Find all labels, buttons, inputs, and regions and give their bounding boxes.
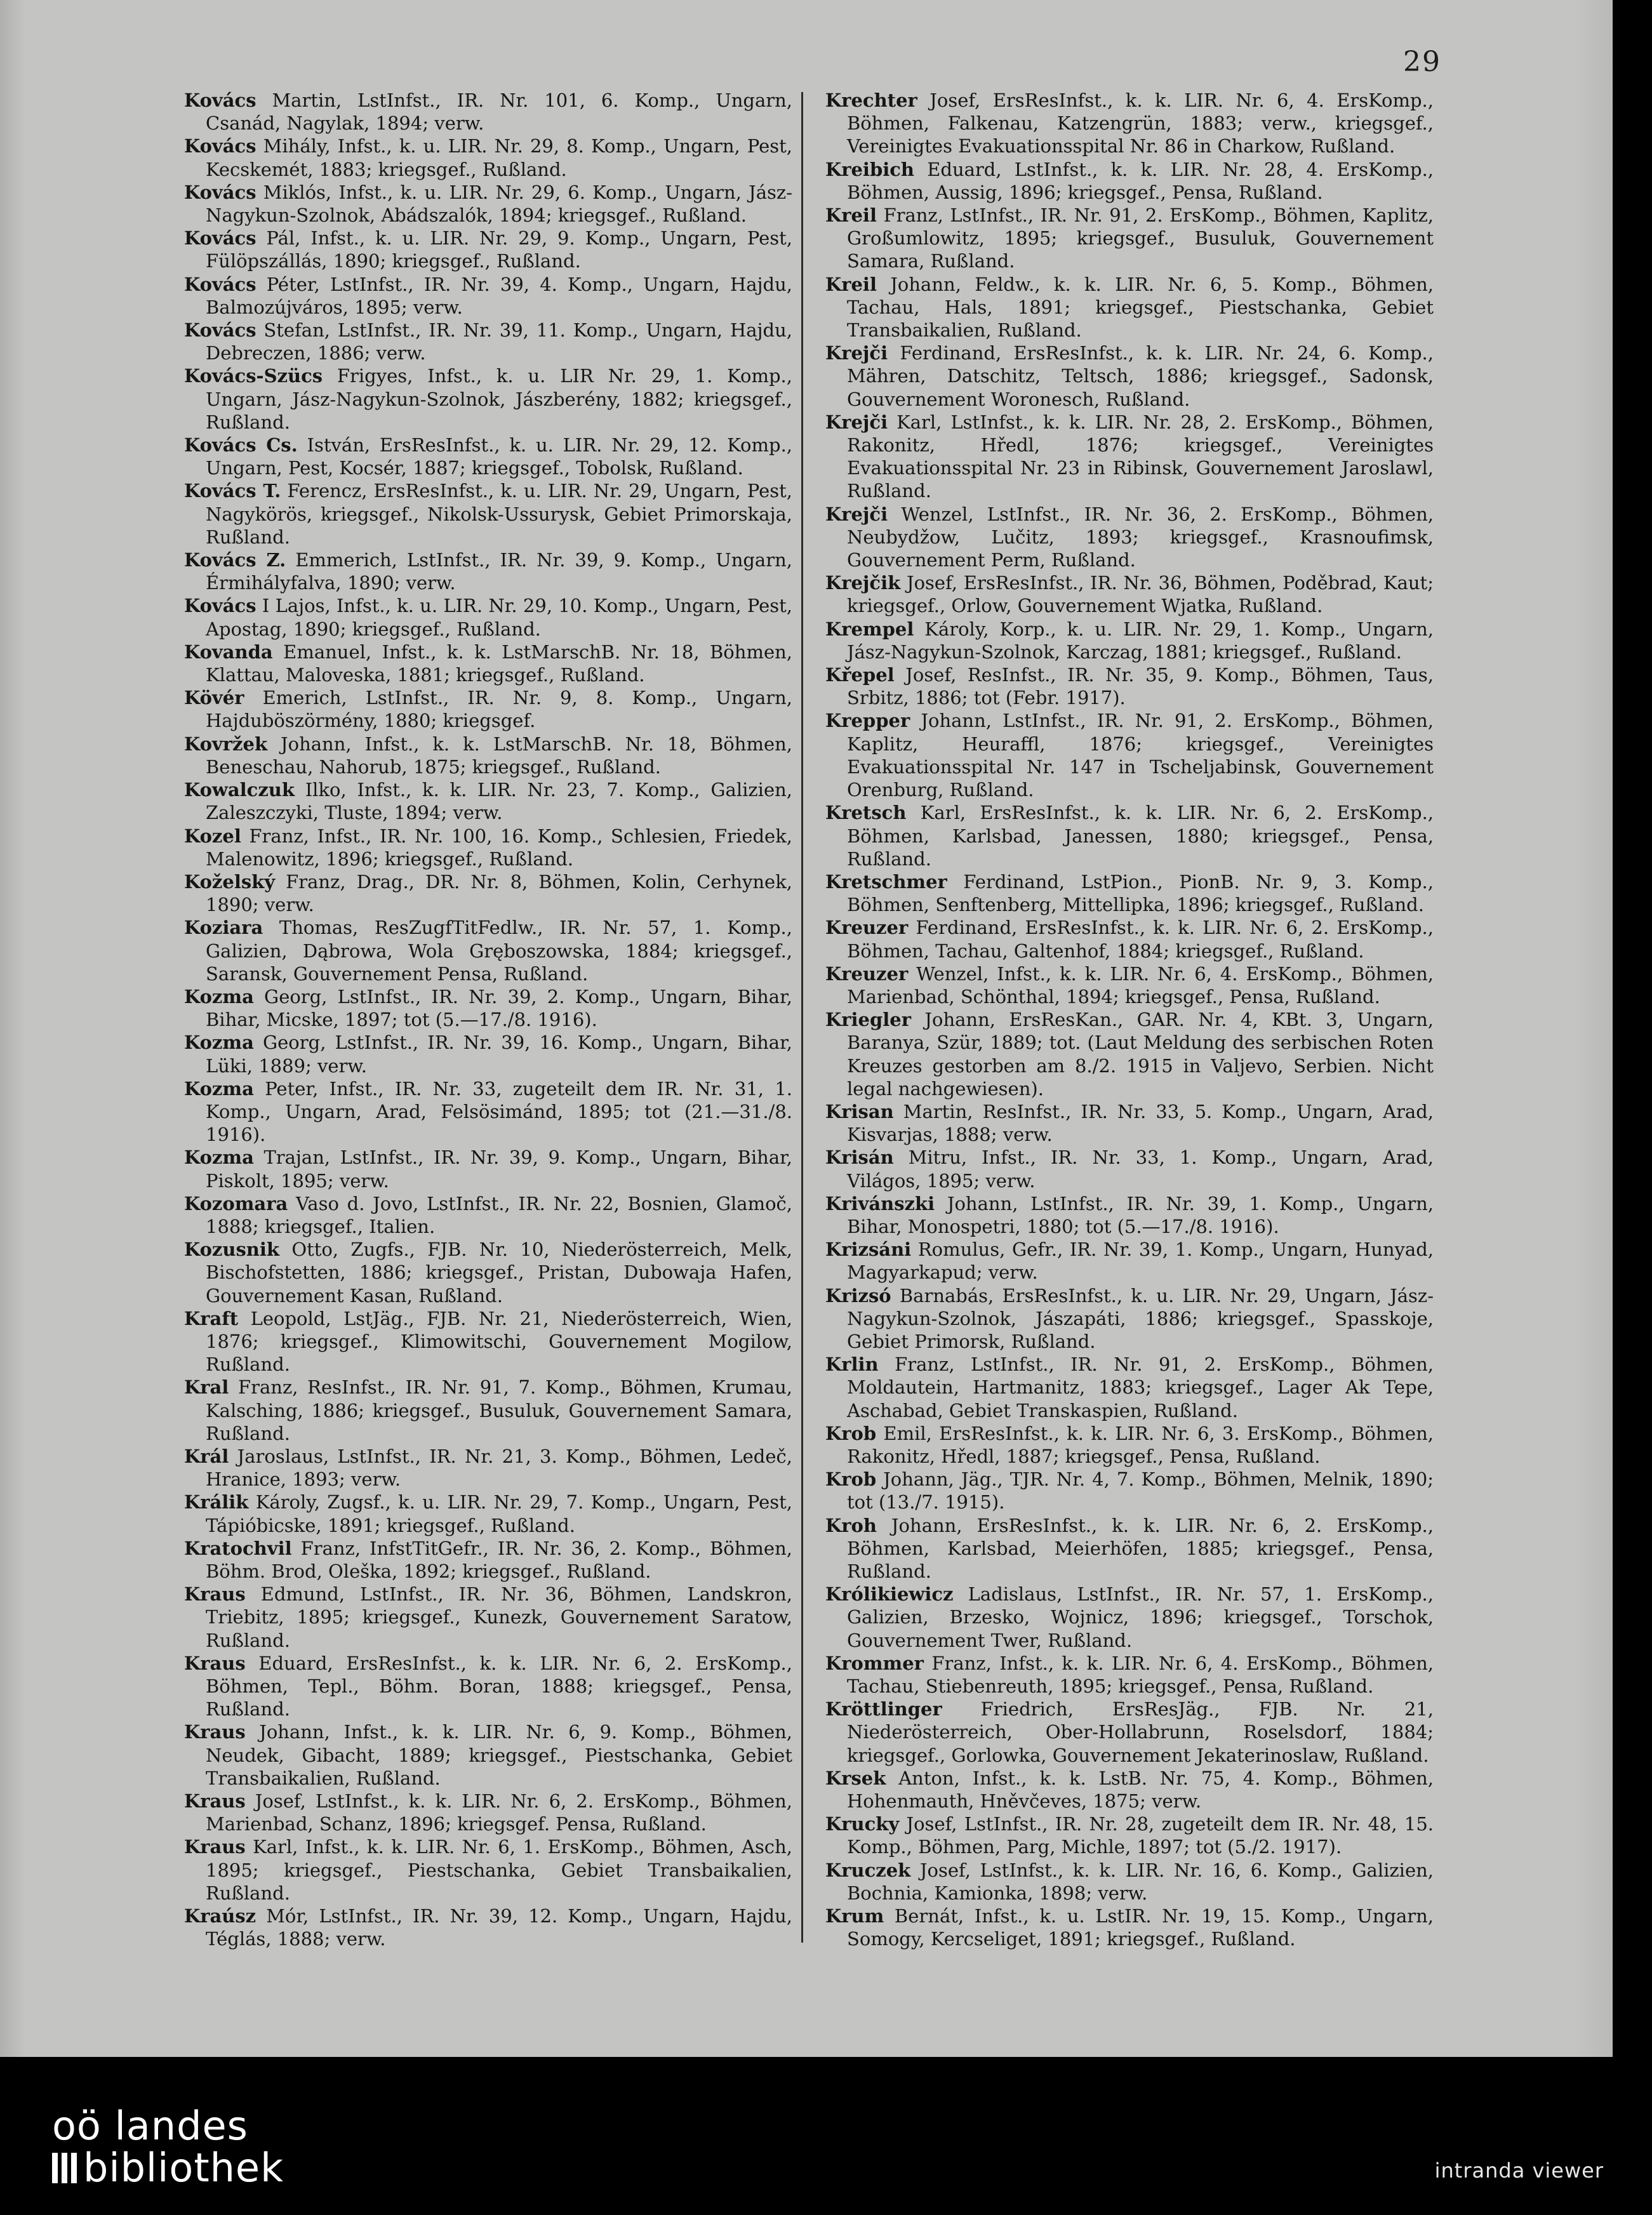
viewer-label[interactable]: intranda viewer (1434, 2158, 1604, 2183)
entry-details: Romulus, Gefr., IR. Nr. 39, 1. Komp., Ungarn, Hunyad, Magyarkapud; verw. (847, 1239, 1434, 1284)
entry-surname: Krisán (825, 1147, 894, 1169)
entry-details: Johann, Infst., k. k. LIR. Nr. 6, 9. Komp., Böhmen, Neudek, Gibacht, 1889; kriegsgef., Piestschanka, Gebiet Transbaikalien, Rußland. (206, 1721, 792, 1789)
entry-details: Johann, LstInfst., IR. Nr. 39, 1. Komp., Ungarn, Bihar, Monospetri, 1880; tot (5.—17./8. 1916). (847, 1192, 1434, 1237)
register-entry (184, 1905, 792, 1950)
entry-surname: Kraft (184, 1307, 239, 1329)
entry-details: Franz, Infst., IR. Nr. 100, 16. Komp., Schlesien, Friedek, Malenowitz, 1896; kriegsgef., Rußland. (206, 825, 792, 870)
right-column (825, 89, 1434, 1950)
entry-surname: Kovržek (184, 733, 268, 755)
entry-details: Ferdinand, ErsResInfst., k. k. LIR. Nr. 24, 6. Komp., Mähren, Datschitz, Teltsch, 1886; kriegsgef., Sadonsk, Gouvernement Woronesch, Rußland. (847, 342, 1434, 410)
entry-surname: Kreibich (825, 158, 914, 180)
entry-surname: Kozma (184, 985, 254, 1008)
register-entry (184, 1790, 792, 1835)
entry-details: Edmund, LstInfst., IR. Nr. 36, Böhmen, Landskron, Triebitz, 1895; kriegsgef., Kunezk, Gouvernement Saratow, Rußland. (206, 1583, 792, 1651)
entry-surname: Krucky (825, 1813, 900, 1835)
register-entry (184, 89, 792, 135)
entry-details: Barnabás, ErsResInfst., k. u. LIR. Nr. 29, Ungarn, Jász-Nagykun-Szolnok, Jászapáti, 1886; kriegsgef., Spasskoje, Gebiet Primorsk, Rußland. (847, 1284, 1434, 1352)
entry-surname: Kruczek (825, 1859, 911, 1881)
entry-surname: Krob (825, 1422, 877, 1444)
register-entry (825, 870, 1434, 916)
entry-details: Károly, Zugsf., k. u. LIR. Nr. 29, 7. Komp., Ungarn, Pest, Tápióbicske, 1891; kriegsgef., Rußland. (206, 1491, 792, 1536)
entry-surname: Kovács Cs. (184, 434, 298, 456)
entry-surname: Kovács (184, 595, 256, 617)
register-entry (184, 594, 792, 640)
entry-details: Ladislaus, LstInfst., IR. Nr. 57, 1. ErsKomp., Galizien, Brzesko, Wojnicz, 1896; kriegsgef., Torschok, Gouvernement Twer, Rußland. (847, 1583, 1434, 1651)
entry-surname: Kroh (825, 1514, 877, 1536)
entry-surname: Kozomara (184, 1192, 288, 1214)
register-entry (825, 618, 1434, 663)
entry-surname: Kretsch (825, 802, 907, 824)
entry-details: Vaso d. Jovo, LstInfst., IR. Nr. 22, Bosnien, Glamoč, 1888; kriegsgef., Italien. (206, 1192, 792, 1237)
register-entry (184, 273, 792, 319)
entry-details: Franz, Infst., k. k. LIR. Nr. 6, 4. ErsKomp., Böhmen, Tachau, Stiebenreuth, 1895; kriegsgef., Pensa, Rußland. (847, 1652, 1434, 1698)
entry-surname: Krejči (825, 342, 888, 364)
entry-surname: Kovács-Szücs (184, 365, 323, 387)
entry-surname: Kraus (184, 1790, 246, 1813)
entry-surname: Kovács (184, 90, 256, 111)
register-entry (184, 1376, 792, 1445)
page-number: 29 (1403, 46, 1441, 78)
column-divider (801, 92, 803, 1943)
entry-details: I Lajos, Infst., k. u. LIR. Nr. 29, 10. Komp., Ungarn, Pest, Apostag, 1890; kriegsgef., Rußland. (206, 595, 792, 640)
entry-details: Josef, LstInfst., k. k. LIR. Nr. 16, 6. Komp., Galizien, Bochnia, Kamionka, 1898; verw. (847, 1859, 1434, 1904)
register-entry (825, 1813, 1434, 1858)
entry-details: Martin, LstInfst., IR. Nr. 101, 6. Komp., Ungarn, Csanád, Nagylak, 1894; verw. (206, 90, 792, 135)
entry-details: Károly, Korp., k. u. LIR. Nr. 29, 1. Komp., Ungarn, Jász-Nagykun-Szolnok, Karczag, 1881; kriegsgef., Rußland. (847, 618, 1434, 663)
register-entry (825, 801, 1434, 870)
entry-surname: Kretschmer (825, 870, 947, 893)
register-entry (825, 1859, 1434, 1905)
register-entry (184, 1537, 792, 1583)
entry-details: Mitru, Infst., IR. Nr. 33, 1. Komp., Ungarn, Arad, Világos, 1895; verw. (847, 1147, 1434, 1192)
entry-details: Emerich, LstInfst., IR. Nr. 9, 8. Komp., Ungarn, Hajduböszörmény, 1880; kriegsgef. (206, 687, 792, 732)
entry-surname: Kovanda (184, 641, 273, 663)
logo-text-line1: oö landes (52, 2103, 248, 2149)
entry-details: Friedrich, ErsResJäg., FJB. Nr. 21, Niederösterreich, Ober-Hollabrunn, Roselsdorf, 1884; kriegsgef., Gorlowka, Gouvernement Jekaterinoslaw, Rußland. (847, 1698, 1434, 1766)
entry-surname: Krsek (825, 1767, 886, 1789)
entry-details: Eduard, ErsResInfst., k. k. LIR. Nr. 6, 2. ErsKomp., Böhmen, Tepl., Böhm. Boran, 1888; kriegsgef., Pensa, Rußland. (206, 1652, 792, 1720)
register-entry (184, 916, 792, 985)
entry-details: Peter, Infst., IR. Nr. 33, zugeteilt dem IR. Nr. 31, 1. Komp., Ungarn, Arad, Felsösimánd, 1895; tot (21.—31./8. 1916). (206, 1077, 792, 1146)
entry-surname: Křepel (825, 664, 895, 686)
entry-details: Georg, LstInfst., IR. Nr. 39, 2. Komp., Ungarn, Bihar, Bihar, Micske, 1897; tot (5.—17./8. 1916). (206, 985, 792, 1031)
entry-surname: Kreil (825, 204, 877, 227)
register-entry (825, 1422, 1434, 1468)
entry-surname: Kreuzer (825, 962, 909, 985)
register-entry (825, 571, 1434, 617)
logo-line2 (52, 2147, 284, 2189)
logo-text-line2: bibliothek (83, 2145, 284, 2191)
entry-surname: Kraúsz (184, 1905, 256, 1927)
entry-surname: Kratochvil (184, 1537, 292, 1559)
entry-details: Johann, Feldw., k. k. LIR. Nr. 6, 5. Komp., Böhmen, Tachau, Hals, 1891; kriegsgef., Piestschanka, Gebiet Transbaikalien, Rußland. (847, 273, 1434, 342)
register-entry (825, 1468, 1434, 1513)
entry-details: Franz, Drag., DR. Nr. 8, Böhmen, Kolin, Cerhynek, 1890; verw. (206, 870, 792, 916)
register-entry (184, 1192, 792, 1238)
entry-surname: Krejčik (825, 572, 901, 594)
entry-surname: Kozel (184, 825, 241, 847)
entry-details: Johann, Jäg., TJR. Nr. 4, 7. Komp., Böhmen, Melnik, 1890; tot (13./7. 1915). (847, 1468, 1434, 1513)
entry-surname: Kovács (184, 273, 256, 295)
entry-details: Karl, Infst., k. k. LIR. Nr. 6, 1. ErsKomp., Böhmen, Asch, 1895; kriegsgef., Piestschanka, Gebiet Transbaikalien, Rußland. (206, 1836, 792, 1904)
entry-details: Otto, Zugfs., FJB. Nr. 10, Niederösterreich, Melk, Bischofstetten, 1886; kriegsgef., Pristan, Dubowaja Hafen, Gouvernement Kasan, Rußland. (206, 1239, 792, 1307)
entry-surname: Kröttlinger (825, 1698, 942, 1720)
entry-details: Johann, ErsResKan., GAR. Nr. 4, KBt. 3, Ungarn, Baranya, Szür, 1889; tot. (Laut Meldung des serbischen Roten Kreuzes gestorben am 8./2. 1915 in Valjevo, Serbien. Nicht legal nachgewiesen). (847, 1009, 1434, 1100)
entry-details: Wenzel, Infst., k. k. LIR. Nr. 6, 4. ErsKomp., Böhmen, Marienbad, Schönthal, 1894; kriegsgef., Pensa, Rußland. (847, 962, 1434, 1008)
register-entry (184, 364, 792, 434)
entry-surname: Królikiewicz (825, 1583, 954, 1606)
entry-surname: Kovács (184, 135, 256, 157)
library-logo[interactable] (52, 2105, 284, 2189)
entry-details: Johann, Infst., k. k. LstMarschB. Nr. 18, Böhmen, Beneschau, Nahorub, 1875; kriegsgef., Rußland. (206, 733, 792, 778)
entry-details: Martin, ResInfst., IR. Nr. 33, 5. Komp., Ungarn, Arad, Kisvarjas, 1888; verw. (847, 1100, 1434, 1146)
entry-surname: Kraus (184, 1721, 246, 1743)
register-entry (184, 1652, 792, 1721)
register-entry (184, 733, 792, 778)
register-entry (184, 1307, 792, 1376)
register-entry (825, 204, 1434, 273)
register-entry (184, 479, 792, 549)
entry-surname: Krejči (825, 411, 888, 433)
entry-surname: Krob (825, 1468, 877, 1491)
entry-details: Emil, ErsResInfst., k. k. LIR. Nr. 6, 3. ErsKomp., Böhmen, Rakonitz, Hředl, 1887; kriegsgef., Pensa, Rußland. (847, 1422, 1434, 1467)
entry-details: Franz, LstInfst., IR. Nr. 91, 2. ErsKomp., Böhmen, Kaplitz, Großumlowitz, 1895; kriegsgef., Busuluk, Gouvernement Samara, Rußland. (847, 204, 1434, 272)
register-entry (184, 985, 792, 1031)
register-entry (184, 1583, 792, 1652)
register-entry (184, 181, 792, 227)
entry-surname: Král (184, 1445, 229, 1467)
entry-details: Mihály, Infst., k. u. LIR. Nr. 29, 8. Komp., Ungarn, Pest, Kecskemét, 1883; kriegsgef., Rußland. (206, 135, 792, 180)
entry-details: Leopold, LstJäg., FJB. Nr. 21, Niederösterreich, Wien, 1876; kriegsgef., Klimowitschi, Gouvernement Mogilow, Rußland. (206, 1307, 792, 1376)
register-entry (184, 1031, 792, 1077)
entry-details: Péter, LstInfst., IR. Nr. 39, 4. Komp., Ungarn, Hajdu, Balmozújváros, 1895; verw. (206, 273, 792, 318)
entry-surname: Kreuzer (825, 917, 909, 939)
entry-surname: Králik (184, 1491, 249, 1513)
entry-details: Anton, Infst., k. k. LstB. Nr. 75, 4. Komp., Böhmen, Hohenmauth, Hněvčeves, 1875; verw. (847, 1767, 1434, 1813)
register-entry (184, 1720, 792, 1790)
register-entry (825, 1238, 1434, 1284)
logo-bars-icon (52, 2153, 77, 2183)
entry-details: Franz, ResInfst., IR. Nr. 91, 7. Komp., Böhmen, Krumau, Kalsching, 1886; kriegsgef., Busuluk, Gouvernement Samara, Rußland. (206, 1376, 792, 1444)
register-entry (825, 1008, 1434, 1100)
entry-surname: Krempel (825, 618, 914, 640)
entry-details: Thomas, ResZugfTitFedlw., IR. Nr. 57, 1. Komp., Galizien, Dąbrowa, Wola Gręboszowska, 1884; kriegsgef., Saransk, Gouvernement Pensa, Rußland. (206, 917, 792, 985)
entry-details: Ferencz, ErsResInfst., k. u. LIR. Nr. 29, Ungarn, Pest, Nagykörös, kriegsgef., Nikolsk-Ussurysk, Gebiet Primorskaja, Rußland. (206, 480, 792, 548)
register-entry (184, 319, 792, 364)
entry-surname: Kraus (184, 1652, 246, 1674)
register-entry (825, 1583, 1434, 1652)
register-entry (825, 1192, 1434, 1238)
entry-details: Pál, Infst., k. u. LIR. Nr. 29, 9. Komp., Ungarn, Pest, Fülöpszállás, 1890; kriegsgef., Rußland. (206, 227, 792, 272)
register-entry (825, 1698, 1434, 1767)
entry-surname: Kozma (184, 1032, 254, 1054)
entry-details: Trajan, LstInfst., IR. Nr. 39, 9. Komp., Ungarn, Bihar, Piskolt, 1895; verw. (206, 1147, 792, 1192)
entry-details: Karl, LstInfst., k. k. LIR. Nr. 28, 2. ErsKomp., Böhmen, Rakonitz, Hředl, 1876; kriegsgef., Vereinigtes Evakuationsspital Nr. 23 in Ribinsk, Gouvernement Jaroslawl, Rußland. (847, 411, 1434, 502)
entry-surname: Krommer (825, 1652, 924, 1674)
entry-details: Johann, ErsResInfst., k. k. LIR. Nr. 6, 2. ErsKomp., Böhmen, Karlsbad, Meierhöfen, 1885; kriegsgef., Pensa, Rußland. (847, 1514, 1434, 1582)
entry-surname: Kreil (825, 273, 877, 295)
left-column (184, 89, 792, 1950)
entry-surname: Kovács (184, 227, 256, 249)
entry-details: Ilko, Infst., k. k. LIR. Nr. 23, 7. Komp., Galizien, Zaleszczyki, Tluste, 1894; verw. (206, 779, 792, 824)
entry-details: Franz, InfstTitGefr., IR. Nr. 36, 2. Komp., Böhmen, Böhm. Brod, Oleška, 1892; kriegsgef., Rußland. (206, 1537, 792, 1582)
entry-details: Josef, ErsResInfst., k. k. LIR. Nr. 6, 4. ErsKomp., Böhmen, Falkenau, Katzengrün, 1883; verw., kriegsgef., Vereinigtes Evakuationsspital Nr. 86 in Charkow, Rußland. (847, 90, 1434, 157)
entry-surname: Kowalczuk (184, 779, 295, 801)
register-entry (184, 135, 792, 180)
register-entry (184, 1491, 792, 1536)
register-entry (825, 89, 1434, 158)
entry-surname: Kovács T. (184, 480, 281, 502)
entry-surname: Kral (184, 1376, 229, 1399)
entry-details: Georg, LstInfst., IR. Nr. 39, 16. Komp., Ungarn, Bihar, Lüki, 1889; verw. (206, 1032, 792, 1077)
entry-details: Stefan, LstInfst., IR. Nr. 39, 11. Komp., Ungarn, Hajdu, Debreczen, 1886; verw. (206, 319, 792, 364)
register-entry (184, 1077, 792, 1147)
entry-surname: Kozusnik (184, 1239, 279, 1261)
entry-surname: Krechter (825, 90, 917, 111)
entry-details: Johann, LstInfst., IR. Nr. 91, 2. ErsKomp., Böhmen, Kaplitz, Heuraffl, 1876; kriegsgef., Vereinigtes Evakuationsspital Nr. 147 in Tscheljabinsk, Gouvernement Orenburg, Rußland. (847, 710, 1434, 801)
register-entry (825, 503, 1434, 572)
register-entry (184, 686, 792, 732)
entry-surname: Krlin (825, 1354, 879, 1376)
entry-details: Josef, ErsResInfst., IR. Nr. 36, Böhmen, Poděbrad, Kaut; kriegsgef., Orlow, Gouvernement Wjatka, Rußland. (847, 572, 1434, 617)
register-entry (184, 1238, 792, 1307)
entry-surname: Krum (825, 1905, 884, 1927)
entry-surname: Koziara (184, 917, 263, 939)
register-entry (184, 434, 792, 479)
entry-surname: Kövér (184, 687, 244, 709)
register-entry (825, 411, 1434, 503)
entry-details: Miklós, Infst., k. u. LIR. Nr. 29, 6. Komp., Ungarn, Jász-Nagykun-Szolnok, Abádszalók, 1894; kriegsgef., Rußland. (206, 181, 792, 227)
register-entry (825, 1100, 1434, 1146)
register-entry (825, 158, 1434, 204)
entry-details: Bernát, Infst., k. u. LstIR. Nr. 19, 15. Komp., Ungarn, Somogy, Kercseliget, 1891; kriegsgef., Rußland. (847, 1905, 1434, 1950)
entry-details: Emanuel, Infst., k. k. LstMarschB. Nr. 18, Böhmen, Klattau, Maloveska, 1881; kriegsgef., Rußland. (206, 641, 792, 686)
entry-surname: Krisan (825, 1100, 894, 1122)
entry-details: Josef, ResInfst., IR. Nr. 35, 9. Komp., Böhmen, Taus, Srbitz, 1886; tot (Febr. 1917). (847, 664, 1434, 709)
register-entry (184, 870, 792, 916)
register-entry (825, 1652, 1434, 1698)
entry-surname: Kovács (184, 181, 256, 203)
entry-surname: Kovács Z. (184, 549, 286, 571)
register-entry (184, 1146, 792, 1192)
entry-details: Wenzel, LstInfst., IR. Nr. 36, 2. ErsKomp., Böhmen, Neubydžow, Lučitz, 1893; kriegsgef., Krasnoufimsk, Gouvernement Perm, Rußland. (847, 503, 1434, 571)
register-entry (825, 709, 1434, 801)
entry-details: Karl, ErsResInfst., k. k. LIR. Nr. 6, 2. ErsKomp., Böhmen, Karlsbad, Janessen, 1880; kriegsgef., Pensa, Rußland. (847, 802, 1434, 870)
entry-surname: Kozma (184, 1077, 254, 1100)
register-entry (825, 916, 1434, 962)
register-entry (184, 778, 792, 824)
entry-surname: Krizsó (825, 1284, 891, 1307)
entry-details: Jaroslaus, LstInfst., IR. Nr. 21, 3. Komp., Böhmen, Ledeč, Hranice, 1893; verw. (206, 1445, 792, 1491)
register-entry (825, 1353, 1434, 1422)
entry-details: István, ErsResInfst., k. u. LIR. Nr. 29, 12. Komp., Ungarn, Pest, Kocsér, 1887; kriegsgef., Tobolsk, Rußland. (206, 434, 793, 479)
entry-surname: Krizsáni (825, 1239, 912, 1261)
entry-surname: Kriegler (825, 1009, 911, 1031)
entry-details: Emmerich, LstInfst., IR. Nr. 39, 9. Komp., Ungarn, Érmihályfalva, 1890; verw. (206, 549, 792, 594)
register-entry (184, 1445, 792, 1491)
entry-details: Ferdinand, ErsResInfst., k. k. LIR. Nr. 6, 2. ErsKomp., Böhmen, Tachau, Galtenhof, 1884; kriegsgef., Rußland. (847, 917, 1434, 962)
register-entry (184, 641, 792, 686)
register-entry (184, 825, 792, 870)
register-entry (184, 227, 792, 272)
register-entry (825, 342, 1434, 411)
register-entry (184, 1835, 792, 1905)
entry-surname: Kovács (184, 319, 256, 342)
entry-surname: Krepper (825, 710, 910, 732)
entry-surname: Kraus (184, 1836, 246, 1858)
register-entry (825, 1905, 1434, 1950)
entry-details: Franz, LstInfst., IR. Nr. 91, 2. ErsKomp., Böhmen, Moldautein, Hartmanitz, 1883; kriegsgef., Lager Ak Tepe, Aschabad, Gebiet Transkaspien, Rußland. (847, 1354, 1434, 1421)
register-entry (825, 663, 1434, 709)
register-entry (825, 1767, 1434, 1813)
entry-details: Mór, LstInfst., IR. Nr. 39, 12. Komp., Ungarn, Hajdu, Téglás, 1888; verw. (206, 1905, 792, 1950)
register-entry (825, 1514, 1434, 1583)
entry-surname: Krivánszki (825, 1192, 935, 1214)
entry-surname: Kozma (184, 1147, 254, 1169)
register-entry (825, 962, 1434, 1008)
register-entry (184, 549, 792, 594)
entry-surname: Krejči (825, 503, 888, 525)
entry-details: Josef, LstInfst., IR. Nr. 28, zugeteilt dem IR. Nr. 48, 15. Komp., Böhmen, Parg, Michle, 1897; tot (5./2. 1917). (847, 1813, 1434, 1858)
entry-surname: Kraus (184, 1583, 246, 1606)
entry-surname: Koželský (184, 870, 276, 893)
entry-details: Frigyes, Infst., k. u. LIR Nr. 29, 1. Komp., Ungarn, Jász-Nagykun-Szolnok, Jászberény, 1882; kriegsgef., Rußland. (206, 365, 792, 433)
entry-details: Eduard, LstInfst., k. k. LIR. Nr. 28, 4. ErsKomp., Böhmen, Aussig, 1896; kriegsgef., Pensa, Rußland. (847, 158, 1434, 203)
register-entry (825, 1284, 1434, 1354)
entry-details: Ferdinand, LstPion., PionB. Nr. 9, 3. Komp., Böhmen, Senftenberg, Mittellipka, 1896; kriegsgef., Rußland. (847, 870, 1434, 916)
register-entry (825, 1146, 1434, 1192)
entry-details: Josef, LstInfst., k. k. LIR. Nr. 6, 2. ErsKomp., Böhmen, Marienbad, Schanz, 1896; kriegsgef. Pensa, Rußland. (206, 1790, 792, 1835)
register-entry (825, 273, 1434, 342)
